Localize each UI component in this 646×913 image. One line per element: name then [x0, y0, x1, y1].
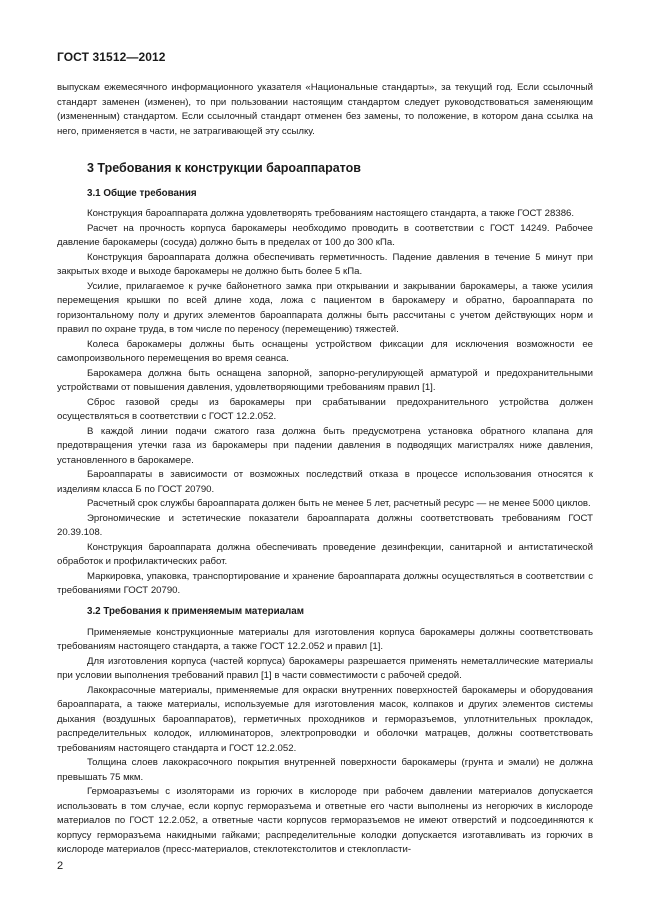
paragraph: Гермоaразъемы с изоляторами из горючих в кислороде при рабочем давлении материалов допускается использовать в том случае, если корпус герморазъема и ответные его части выполнены из негорючих в кислороде материалов по ГОСТ 12.2.052, а ответные части корпусов герморазъемов не имеют отверстий и подсоединяются к корпусу герморазъема накидными гайками; распределительные колодки допускается изготавливать из горючих в кислороде материалов (пресс-материалов, стеклотекстолитов и стеклопласти- — [57, 786, 593, 855]
document-header: ГОСТ 31512—2012 — [57, 50, 166, 64]
paragraph: Конструкция бароаппарата должна обеспечивать проведение дезинфекции, санитарной и антистатической обработок и профилактических работ. — [57, 541, 593, 567]
intro-paragraph: выпускам ежемесячного информационного указателя «Национальные стандарты», за текущий год. Если ссылочный стандарт заменен (изменен), то при пользовании настоящим стандартом следует руководствоваться заменяющим (измененным) стандартом. Если ссылочный стандарт отменен без замены, то положение, в котором дана ссылка на него, применяется в части, не затрагивающей эту ссылку. — [57, 82, 593, 137]
paragraph: Эргономические и эстетические показатели бароаппарата должны соответствовать требованиям ГОСТ 20.39.108. — [57, 512, 593, 538]
paragraph: В каждой линии подачи сжатого газа должна быть предусмотрена установка обратного клапана для предотвращения утечки газа из барокамеры при падении давления в подводящих магистралях ниже давления, установленного в барокамере. — [57, 425, 593, 466]
paragraph: Усилие, прилагаемое к ручке байонетного замка при открывании и закрывании барокамеры, а также усилия перемещения крышки по всей длине хода, ложа с пациентом в барокамеру и обратно, бароаппарата по горизонтальному полу и других элементов бароаппарата должны быть рассчитаны с учетом действующих норм и правил по охране труда, в том числе по переносу (перемещению) тяжестей. — [57, 280, 593, 335]
paragraph: Конструкция бароаппарата должна удовлетворять требованиям настоящего стандарта, а также ГОСТ 28386. — [87, 208, 575, 219]
paragraph: Расчет на прочность корпуса барокамеры необходимо проводить в соответствии с ГОСТ 14249. Рабочее давление барокамеры (сосуда) должно быть в пределах от 100 до 300 кПа. — [57, 222, 593, 248]
paragraph: Расчетный срок службы бароаппарата должен быть не менее 5 лет, расчетный ресурс — не менее 5000 циклов. — [87, 498, 591, 509]
subsection-title-materials: 3.2 Требования к применяемым материалам — [87, 605, 304, 617]
paragraph: Маркировка, упаковка, транспортирование и хранение бароаппарата должны осуществляться в соответствии с требованиями ГОСТ 20790. — [57, 570, 593, 596]
page-number: 2 — [57, 860, 64, 872]
paragraph: Конструкция бароаппарата должна обеспечивать герметичность. Падение давления в течение 5 минут при закрытых входе и выходе барокамеры не должно быть более 5 кПа. — [57, 251, 593, 277]
subsection-title-general: 3.1 Общие требования — [87, 188, 197, 199]
document-body — [57, 81, 593, 858]
section-title: 3 Требования к конструкции бароаппаратов — [87, 161, 361, 175]
paragraph: Барокамера должна быть оснащена запорной, запорно-регулирующей арматурой и предохранительными устройствами от повышения давления, удовлетворяющими требованиям правил [1]. — [57, 367, 593, 393]
paragraph: Лакокрасочные материалы, применяемые для окраски внутренних поверхностей барокамеры и оборудования бароаппарата, а также материалы, используемые для изготовления масок, колпаков и других элементов системы дыхания (воздушных бароаппаратов), герметичных проходников и герморазъемов, уплотнительных прокладок, распределительных колодок, иллюминаторов, электропроводки и оболочки матрацев, должны соответствовать требованиям настоящего стандарта и ГОСТ 12.2.052. — [57, 684, 593, 754]
paragraph: Сброс газовой среды из барокамеры при срабатывании предохранительного устройства должен осуществляться в соответствии с ГОСТ 12.2.052. — [57, 396, 593, 422]
paragraph: Толщина слоев лакокрасочного покрытия внутренней поверхности барокамеры (грунта и эмали) не должна превышать 75 мкм. — [57, 757, 593, 783]
paragraph: Для изготовления корпуса (частей корпуса) барокамеры разрешается применять неметаллические материалы при условии выполнения требований правил [1] в части совместимости с рабочей средой. — [57, 655, 593, 681]
paragraph: Бароаппараты в зависимости от возможных последствий отказа в процессе использования относятся к изделиям класса Б по ГОСТ 20790. — [57, 469, 593, 495]
paragraph: Колеса барокамеры должны быть оснащены устройством фиксации для исключения возможности ее самопроизвольного перемещения во время сеанса. — [57, 338, 593, 364]
paragraph: Применяемые конструкционные материалы для изготовления корпуса барокамеры должны соответствовать требованиям настоящего стандарта, а также ГОСТ 12.2.052 и правил [1]. — [57, 626, 593, 652]
